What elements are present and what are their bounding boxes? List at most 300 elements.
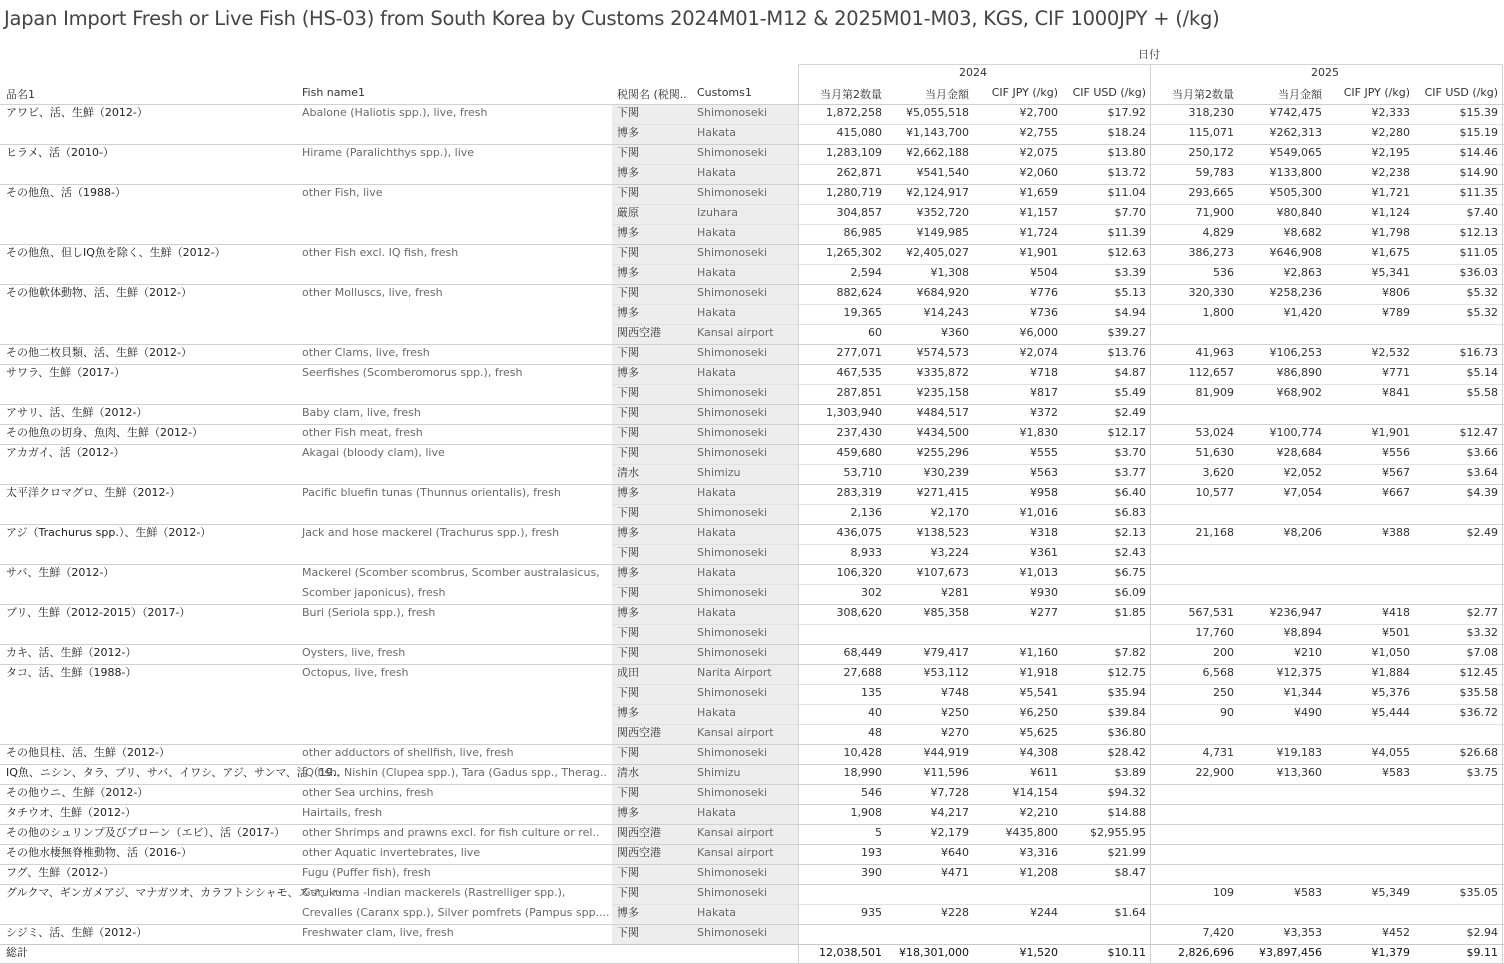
value-cell: $35.94 bbox=[1107, 686, 1146, 699]
customs-name-ja: 博多 bbox=[617, 706, 639, 719]
col-header-customs-ja: 税関名 (税関.. bbox=[617, 88, 687, 101]
customs-name-en: Hakata bbox=[697, 526, 736, 539]
value-cell: ¥1,901 bbox=[1019, 246, 1058, 259]
value-cell: ¥250 bbox=[941, 706, 969, 719]
col-header-fish-name: Fish name1 bbox=[302, 86, 365, 99]
product-name-ja: その他二枚貝類、活、生鮮（2012-） bbox=[6, 346, 192, 359]
fish-name-en: other Aquatic invertebrates, live bbox=[302, 846, 481, 859]
customs-name-ja: 博多 bbox=[617, 526, 639, 539]
value-cell: ¥583 bbox=[1294, 886, 1322, 899]
value-cell: $28.42 bbox=[1107, 746, 1146, 759]
value-cell: ¥2,179 bbox=[930, 826, 969, 839]
value-cell: $39.84 bbox=[1107, 706, 1146, 719]
value-cell: ¥2,238 bbox=[1371, 166, 1410, 179]
date-header: 日付 bbox=[1138, 48, 1160, 61]
customs-name-ja: 博多 bbox=[617, 606, 639, 619]
value-cell: ¥1,050 bbox=[1371, 646, 1410, 659]
value-cell: ¥418 bbox=[1382, 606, 1410, 619]
product-name-ja: ヒラメ、活（2010-） bbox=[6, 146, 114, 159]
customs-name-en: Hakata bbox=[697, 306, 736, 319]
customs-name-ja: 下関 bbox=[617, 386, 639, 399]
value-cell: $4.39 bbox=[1466, 486, 1498, 499]
product-name-ja: フグ、生鮮（2012-） bbox=[6, 866, 115, 879]
customs-name-ja: 下関 bbox=[617, 786, 639, 799]
value-cell: ¥2,333 bbox=[1371, 106, 1410, 119]
value-cell: ¥567 bbox=[1382, 466, 1410, 479]
product-divider bbox=[0, 744, 1504, 745]
value-cell: 1,303,940 bbox=[826, 406, 882, 419]
value-cell: ¥1,143,700 bbox=[906, 126, 969, 139]
value-cell: ¥1,016 bbox=[1019, 506, 1058, 519]
customs-name-ja: 下関 bbox=[617, 186, 639, 199]
customs-name-en: Shimonoseki bbox=[697, 586, 768, 599]
value-cell: ¥2,532 bbox=[1371, 346, 1410, 359]
value-cell: $36.72 bbox=[1459, 706, 1498, 719]
product-name-ja: アサリ、活、生鮮（2012-） bbox=[6, 406, 148, 419]
value-cell: $2.43 bbox=[1114, 546, 1146, 559]
value-cell: 436,075 bbox=[836, 526, 882, 539]
value-cell: $13.76 bbox=[1107, 346, 1146, 359]
value-cell: 59,783 bbox=[1195, 166, 1234, 179]
total-value: 12,038,501 bbox=[819, 946, 882, 959]
value-cell: $7.82 bbox=[1114, 646, 1146, 659]
value-cell: $16.73 bbox=[1459, 346, 1498, 359]
value-cell: 390 bbox=[861, 866, 882, 879]
value-cell: ¥107,673 bbox=[916, 566, 969, 579]
value-cell: $12.63 bbox=[1107, 246, 1146, 259]
value-cell: $35.05 bbox=[1459, 886, 1498, 899]
total-value: ¥3,897,456 bbox=[1259, 946, 1322, 959]
value-cell: $5.32 bbox=[1466, 306, 1498, 319]
value-cell: $7.08 bbox=[1466, 646, 1498, 659]
value-cell: 320,330 bbox=[1188, 286, 1234, 299]
value-cell: ¥1,918 bbox=[1019, 666, 1058, 679]
customs-name-ja: 博多 bbox=[617, 306, 639, 319]
customs-name-en: Shimonoseki bbox=[697, 186, 768, 199]
value-cell: 6,568 bbox=[1202, 666, 1234, 679]
col-header-measure: 当月第2数量 bbox=[820, 88, 882, 101]
fish-name-en: other Fish excl. IQ fish, fresh bbox=[302, 246, 459, 259]
product-name-ja: サワラ、生鮮（2017-） bbox=[6, 366, 126, 379]
value-cell: 304,857 bbox=[836, 206, 882, 219]
value-cell: ¥1,420 bbox=[1283, 306, 1322, 319]
row-divider bbox=[612, 464, 1504, 465]
value-cell: ¥490 bbox=[1294, 706, 1322, 719]
customs-name-en: Hakata bbox=[697, 606, 736, 619]
value-cell: $12.47 bbox=[1459, 426, 1498, 439]
customs-name-ja: 厳原 bbox=[617, 206, 639, 219]
value-cell: ¥5,341 bbox=[1371, 266, 1410, 279]
customs-name-en: Shimonoseki bbox=[697, 246, 768, 259]
row-divider bbox=[612, 504, 1504, 505]
value-cell: $11.39 bbox=[1107, 226, 1146, 239]
value-cell: ¥8,206 bbox=[1283, 526, 1322, 539]
value-cell: 51,630 bbox=[1195, 446, 1234, 459]
fish-name-en: Scomber japonicus), fresh bbox=[302, 586, 446, 599]
value-cell: 318,230 bbox=[1188, 106, 1234, 119]
customs-name-ja: 下関 bbox=[617, 926, 639, 939]
value-cell: ¥1,798 bbox=[1371, 226, 1410, 239]
customs-name-ja: 下関 bbox=[617, 886, 639, 899]
value-cell: ¥1,157 bbox=[1019, 206, 1058, 219]
value-cell: ¥318 bbox=[1030, 526, 1058, 539]
product-name-ja: その他貝柱、活、生鮮（2012-） bbox=[6, 746, 170, 759]
value-cell: 27,688 bbox=[843, 666, 882, 679]
value-cell: 53,710 bbox=[843, 466, 882, 479]
product-divider bbox=[0, 864, 1504, 865]
value-cell: $3.32 bbox=[1466, 626, 1498, 639]
customs-name-en: Shimonoseki bbox=[697, 686, 768, 699]
value-cell: ¥86,890 bbox=[1276, 366, 1322, 379]
value-cell: 459,680 bbox=[836, 446, 882, 459]
value-cell: ¥574,573 bbox=[916, 346, 969, 359]
fish-name-en: Hairtails, fresh bbox=[302, 806, 383, 819]
customs-name-en: Shimizu bbox=[697, 766, 741, 779]
product-name-ja: その他魚、但しIQ魚を除く、生鮮（2012-） bbox=[6, 246, 226, 259]
value-cell: 467,535 bbox=[836, 366, 882, 379]
customs-name-ja: 下関 bbox=[617, 286, 639, 299]
value-cell: 115,071 bbox=[1188, 126, 1234, 139]
customs-name-ja: 下関 bbox=[617, 106, 639, 119]
fish-name-en: Seerfishes (Scomberomorus spp.), fresh bbox=[302, 366, 523, 379]
value-cell: $2,955.95 bbox=[1090, 826, 1146, 839]
value-cell: ¥1,721 bbox=[1371, 186, 1410, 199]
value-cell: ¥5,625 bbox=[1019, 726, 1058, 739]
customs-name-en: Kansai airport bbox=[697, 846, 774, 859]
product-name-ja: IQ魚、ニシン、タラ、ブリ、サバ、イワシ、アジ、サンマ、活（19.. bbox=[6, 766, 340, 779]
product-divider bbox=[0, 784, 1504, 785]
value-cell: ¥138,523 bbox=[916, 526, 969, 539]
value-cell: 5 bbox=[875, 826, 882, 839]
value-cell: ¥484,517 bbox=[916, 406, 969, 419]
customs-name-ja: 下関 bbox=[617, 406, 639, 419]
value-cell: ¥646,908 bbox=[1269, 246, 1322, 259]
value-cell: $3.39 bbox=[1114, 266, 1146, 279]
product-divider bbox=[0, 104, 1504, 105]
col-header-customs-en: Customs1 bbox=[697, 86, 752, 99]
value-cell: ¥2,280 bbox=[1371, 126, 1410, 139]
value-cell: ¥667 bbox=[1382, 486, 1410, 499]
value-cell: 302 bbox=[861, 586, 882, 599]
value-cell: 1,283,109 bbox=[826, 146, 882, 159]
value-cell: ¥262,313 bbox=[1269, 126, 1322, 139]
value-cell: $2.49 bbox=[1466, 526, 1498, 539]
value-cell: $26.68 bbox=[1459, 746, 1498, 759]
customs-name-en: Shimonoseki bbox=[697, 506, 768, 519]
value-cell: $12.45 bbox=[1459, 666, 1498, 679]
value-cell: ¥372 bbox=[1030, 406, 1058, 419]
value-cell: ¥2,662,188 bbox=[906, 146, 969, 159]
value-cell: ¥1,724 bbox=[1019, 226, 1058, 239]
customs-name-ja: 下関 bbox=[617, 686, 639, 699]
fish-name-en: Octopus, live, fresh bbox=[302, 666, 409, 679]
customs-name-ja: 博多 bbox=[617, 566, 639, 579]
product-divider bbox=[0, 484, 1504, 485]
value-cell: ¥6,250 bbox=[1019, 706, 1058, 719]
product-divider bbox=[0, 144, 1504, 145]
customs-name-ja: 清水 bbox=[617, 466, 639, 479]
value-cell: 277,071 bbox=[836, 346, 882, 359]
fish-name-en: Mackerel (Scomber scombrus, Scomber australasicus, bbox=[302, 566, 600, 579]
product-divider bbox=[0, 184, 1504, 185]
value-cell: $12.13 bbox=[1459, 226, 1498, 239]
product-divider bbox=[0, 764, 1504, 765]
fish-name-en: other Sea urchins, fresh bbox=[302, 786, 434, 799]
row-divider bbox=[612, 224, 1504, 225]
customs-name-en: Hakata bbox=[697, 566, 736, 579]
value-cell: 3,620 bbox=[1202, 466, 1234, 479]
value-cell: ¥1,884 bbox=[1371, 666, 1410, 679]
value-cell: 7,420 bbox=[1202, 926, 1234, 939]
value-cell: 283,319 bbox=[836, 486, 882, 499]
value-cell: ¥8,682 bbox=[1283, 226, 1322, 239]
value-cell: $3.66 bbox=[1466, 446, 1498, 459]
customs-name-en: Hakata bbox=[697, 126, 736, 139]
value-cell: ¥2,124,917 bbox=[906, 186, 969, 199]
total-value: ¥1,379 bbox=[1371, 946, 1410, 959]
value-cell: 71,900 bbox=[1195, 206, 1234, 219]
value-cell: ¥501 bbox=[1382, 626, 1410, 639]
total-label: 総計 bbox=[6, 946, 28, 959]
fish-name-en: Abalone (Haliotis spp.), live, fresh bbox=[302, 106, 488, 119]
value-cell: $2.94 bbox=[1466, 926, 1498, 939]
value-cell: ¥6,000 bbox=[1019, 326, 1058, 339]
fish-name-en: Fugu (Puffer fish), fresh bbox=[302, 866, 431, 879]
value-cell: $3.77 bbox=[1114, 466, 1146, 479]
customs-name-en: Izuhara bbox=[697, 206, 738, 219]
fish-name-en: Buri (Seriola spp.), fresh bbox=[302, 606, 436, 619]
col-header-measure: CIF USD (/kg) bbox=[1072, 86, 1146, 99]
value-cell: ¥640 bbox=[941, 846, 969, 859]
total-value: ¥18,301,000 bbox=[899, 946, 969, 959]
value-cell: $5.32 bbox=[1466, 286, 1498, 299]
product-name-ja: ブリ、生鮮（2012-2015）（2017-） bbox=[6, 606, 191, 619]
customs-name-ja: 成田 bbox=[617, 666, 639, 679]
value-cell: ¥742,475 bbox=[1269, 106, 1322, 119]
value-cell: $1.85 bbox=[1114, 606, 1146, 619]
row-divider bbox=[612, 304, 1504, 305]
customs-name-en: Kansai airport bbox=[697, 726, 774, 739]
value-cell: ¥2,075 bbox=[1019, 146, 1058, 159]
value-cell: $7.70 bbox=[1114, 206, 1146, 219]
product-divider bbox=[0, 404, 1504, 405]
value-cell: $6.09 bbox=[1114, 586, 1146, 599]
customs-name-en: Hakata bbox=[697, 486, 736, 499]
value-cell: ¥277 bbox=[1030, 606, 1058, 619]
value-cell: $21.99 bbox=[1107, 846, 1146, 859]
customs-name-en: Hakata bbox=[697, 226, 736, 239]
fish-name-en: Crevalles (Caranx spp.), Silver pomfrets (Pampus spp.... bbox=[302, 906, 610, 919]
product-divider bbox=[0, 924, 1504, 925]
value-cell: ¥149,985 bbox=[916, 226, 969, 239]
value-cell: ¥471 bbox=[941, 866, 969, 879]
value-cell: 112,657 bbox=[1188, 366, 1234, 379]
row-divider bbox=[612, 164, 1504, 165]
value-cell: 10,428 bbox=[843, 746, 882, 759]
product-divider bbox=[0, 824, 1504, 825]
customs-name-ja: 下関 bbox=[617, 246, 639, 259]
row-divider bbox=[612, 624, 1504, 625]
value-cell: $3.75 bbox=[1466, 766, 1498, 779]
product-divider bbox=[0, 364, 1504, 365]
customs-name-ja: 博多 bbox=[617, 126, 639, 139]
value-cell: ¥2,405,027 bbox=[906, 246, 969, 259]
value-cell: ¥3,353 bbox=[1283, 926, 1322, 939]
value-cell: ¥210 bbox=[1294, 646, 1322, 659]
value-cell: ¥555 bbox=[1030, 446, 1058, 459]
product-name-ja: タチウオ、生鮮（2012-） bbox=[6, 806, 136, 819]
customs-name-en: Shimonoseki bbox=[697, 106, 768, 119]
customs-name-en: Kansai airport bbox=[697, 326, 774, 339]
value-cell: $2.77 bbox=[1466, 606, 1498, 619]
value-cell: ¥53,112 bbox=[923, 666, 969, 679]
fish-name-en: Freshwater clam, live, fresh bbox=[302, 926, 454, 939]
customs-name-ja: 下関 bbox=[617, 446, 639, 459]
product-divider bbox=[0, 664, 1504, 665]
value-cell: $4.94 bbox=[1114, 306, 1146, 319]
value-cell: ¥28,684 bbox=[1276, 446, 1322, 459]
value-cell: 109 bbox=[1213, 886, 1234, 899]
value-cell: ¥563 bbox=[1030, 466, 1058, 479]
product-name-ja: その他のシュリンプ及びプローン（エビ）、活（2017-） bbox=[6, 826, 286, 839]
customs-name-ja: 関西空港 bbox=[617, 846, 661, 859]
customs-name-en: Narita Airport bbox=[697, 666, 772, 679]
value-cell: 567,531 bbox=[1188, 606, 1234, 619]
customs-name-en: Hakata bbox=[697, 706, 736, 719]
product-name-ja: アワビ、活、生鮮（2012-） bbox=[6, 106, 148, 119]
customs-name-ja: 下関 bbox=[617, 426, 639, 439]
customs-name-ja: 博多 bbox=[617, 906, 639, 919]
value-cell: $12.75 bbox=[1107, 666, 1146, 679]
value-cell: ¥79,417 bbox=[923, 646, 969, 659]
value-cell: 546 bbox=[861, 786, 882, 799]
fish-name-en: other Shrimps and prawns excl. for fish culture or rel.. bbox=[302, 826, 600, 839]
value-cell: $13.72 bbox=[1107, 166, 1146, 179]
customs-name-en: Shimonoseki bbox=[697, 546, 768, 559]
value-cell: 287,851 bbox=[836, 386, 882, 399]
value-cell: $3.64 bbox=[1466, 466, 1498, 479]
value-cell: $11.05 bbox=[1459, 246, 1498, 259]
customs-name-ja: 下関 bbox=[617, 506, 639, 519]
value-cell: ¥5,349 bbox=[1371, 886, 1410, 899]
fish-name-en: Oysters, live, fresh bbox=[302, 646, 406, 659]
value-cell: 4,731 bbox=[1202, 746, 1234, 759]
product-name-ja: グルクマ、ギンガメアジ、マナガツオ、カラフトシシャモ、スマ、ハ.. bbox=[6, 886, 349, 899]
fish-name-en: other adductors of shellfish, live, fresh bbox=[302, 746, 514, 759]
value-cell: 386,273 bbox=[1188, 246, 1234, 259]
fish-name-en: other Fish, live bbox=[302, 186, 383, 199]
value-cell: ¥583 bbox=[1382, 766, 1410, 779]
value-cell: 415,080 bbox=[836, 126, 882, 139]
value-cell: ¥3,224 bbox=[930, 546, 969, 559]
value-cell: ¥504 bbox=[1030, 266, 1058, 279]
value-cell: $36.80 bbox=[1107, 726, 1146, 739]
value-cell: ¥2,060 bbox=[1019, 166, 1058, 179]
customs-name-ja: 下関 bbox=[617, 146, 639, 159]
header-divider bbox=[798, 64, 1503, 65]
row-divider bbox=[612, 704, 1504, 705]
customs-name-en: Shimonoseki bbox=[697, 426, 768, 439]
value-cell: $5.13 bbox=[1114, 286, 1146, 299]
value-cell: 250 bbox=[1213, 686, 1234, 699]
product-divider bbox=[0, 244, 1504, 245]
fish-name-en: Gurukuma -Indian mackerels (Rastrelliger spp.), bbox=[302, 886, 566, 899]
product-name-ja: サバ、生鮮（2012-） bbox=[6, 566, 115, 579]
value-cell: 106,320 bbox=[836, 566, 882, 579]
customs-name-en: Shimizu bbox=[697, 466, 741, 479]
value-cell: ¥2,210 bbox=[1019, 806, 1058, 819]
value-cell: 935 bbox=[861, 906, 882, 919]
customs-name-ja: 博多 bbox=[617, 806, 639, 819]
customs-name-en: Shimonoseki bbox=[697, 146, 768, 159]
product-divider bbox=[0, 444, 1504, 445]
product-name-ja: その他魚の切身、魚肉、生鮮（2012-） bbox=[6, 426, 203, 439]
value-cell: ¥11,596 bbox=[923, 766, 969, 779]
fish-name-en: other Molluscs, live, fresh bbox=[302, 286, 443, 299]
value-cell: ¥228 bbox=[941, 906, 969, 919]
value-cell: 308,620 bbox=[836, 606, 882, 619]
value-cell: 193 bbox=[861, 846, 882, 859]
total-value: $10.11 bbox=[1107, 946, 1146, 959]
value-cell: $2.49 bbox=[1114, 406, 1146, 419]
value-cell: ¥2,195 bbox=[1371, 146, 1410, 159]
customs-name-en: Shimonoseki bbox=[697, 386, 768, 399]
value-cell: ¥1,830 bbox=[1019, 426, 1058, 439]
total-value: 2,826,696 bbox=[1178, 946, 1234, 959]
value-cell: ¥361 bbox=[1030, 546, 1058, 559]
fish-name-en: Jack and hose mackerel (Trachurus spp.), fresh bbox=[302, 526, 560, 539]
value-cell: ¥541,540 bbox=[916, 166, 969, 179]
customs-name-ja: 関西空港 bbox=[617, 826, 661, 839]
row-divider bbox=[612, 584, 1504, 585]
product-divider bbox=[0, 644, 1504, 645]
divider-2024 bbox=[798, 64, 799, 964]
value-cell: ¥14,154 bbox=[1012, 786, 1058, 799]
value-cell: ¥1,124 bbox=[1371, 206, 1410, 219]
value-cell: 135 bbox=[861, 686, 882, 699]
col-header-product-ja: 品名1 bbox=[6, 88, 35, 101]
customs-name-en: Shimonoseki bbox=[697, 786, 768, 799]
value-cell: ¥352,720 bbox=[916, 206, 969, 219]
total-value: ¥1,520 bbox=[1019, 946, 1058, 959]
value-cell: ¥106,253 bbox=[1269, 346, 1322, 359]
value-cell: 250,172 bbox=[1188, 146, 1234, 159]
value-cell: 81,909 bbox=[1195, 386, 1234, 399]
value-cell: ¥2,755 bbox=[1019, 126, 1058, 139]
row-divider bbox=[612, 264, 1504, 265]
customs-name-en: Hakata bbox=[697, 366, 736, 379]
col-header-measure: 当月金額 bbox=[1278, 88, 1322, 101]
row-divider bbox=[612, 204, 1504, 205]
value-cell: ¥236,947 bbox=[1269, 606, 1322, 619]
value-cell: ¥85,358 bbox=[923, 606, 969, 619]
year-header-2025: 2025 bbox=[1311, 66, 1339, 79]
value-cell: 10,577 bbox=[1195, 486, 1234, 499]
value-cell: $14.88 bbox=[1107, 806, 1146, 819]
value-cell: ¥806 bbox=[1382, 286, 1410, 299]
value-cell: ¥789 bbox=[1382, 306, 1410, 319]
row-divider bbox=[612, 684, 1504, 685]
year-header-2024: 2024 bbox=[959, 66, 987, 79]
customs-name-ja: 博多 bbox=[617, 166, 639, 179]
value-cell: ¥1,160 bbox=[1019, 646, 1058, 659]
product-divider bbox=[0, 604, 1504, 605]
value-cell: $4.87 bbox=[1114, 366, 1146, 379]
value-cell: ¥5,376 bbox=[1371, 686, 1410, 699]
product-name-ja: タコ、活、生鮮（1988-） bbox=[6, 666, 137, 679]
value-cell: $1.64 bbox=[1114, 906, 1146, 919]
product-name-ja: カキ、活、生鮮（2012-） bbox=[6, 646, 137, 659]
